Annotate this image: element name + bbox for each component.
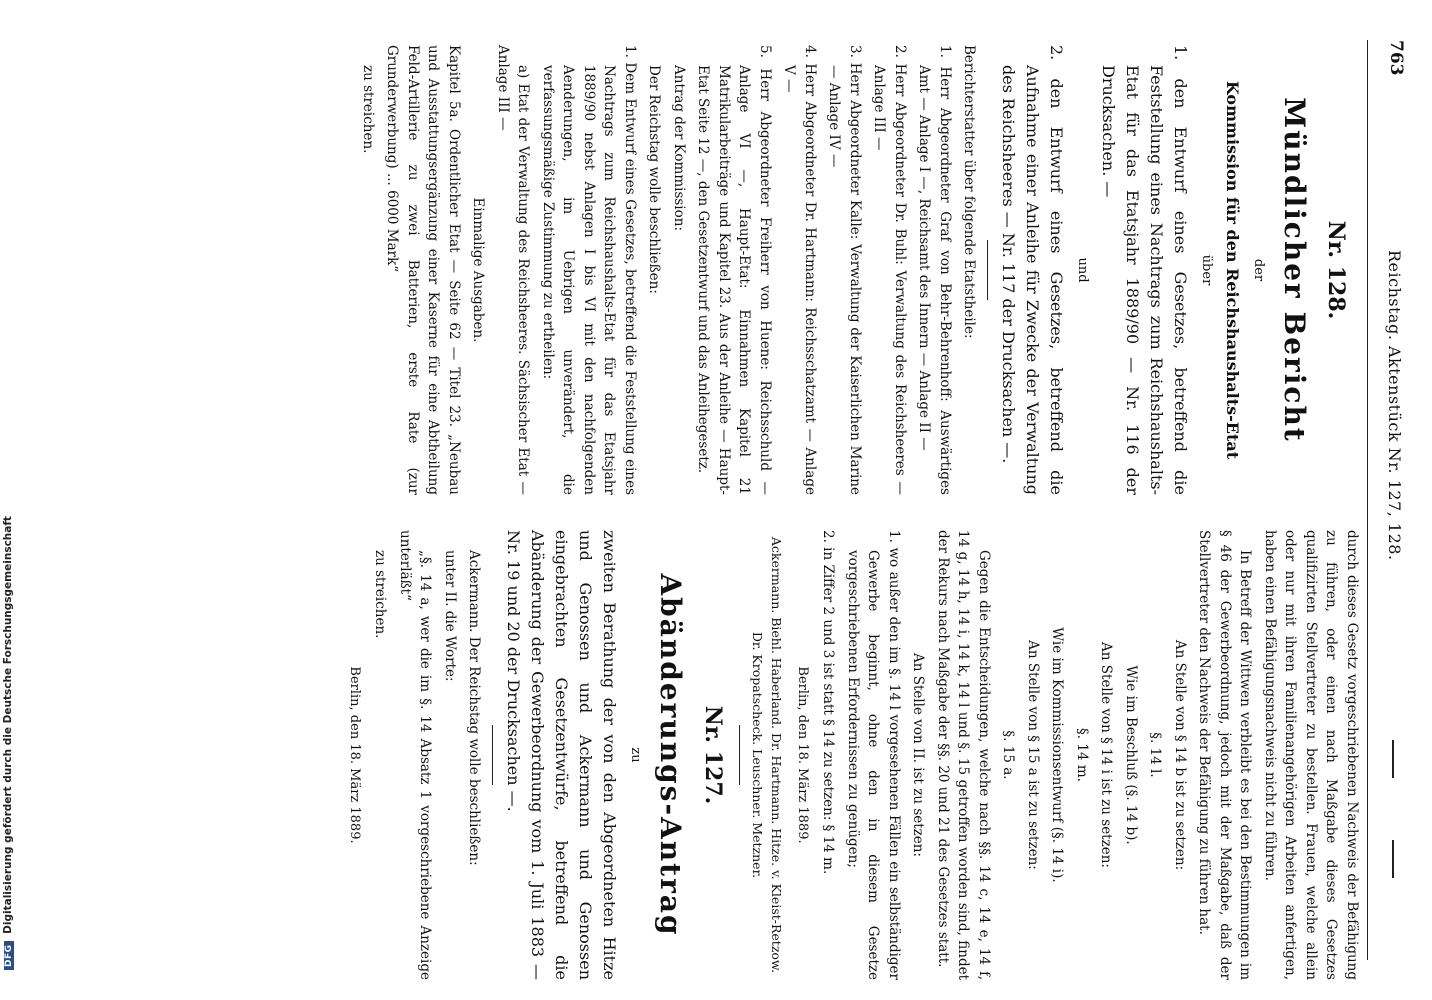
continuation-paragraph: In Betreff der Wittwen verbleibt es bei den Bestimmungen im § 46 der Gewerbeordnung, jedoch mit der Maßgabe, daß der Stellvertreter den Nachweis der Befähigung zu führen hat. (1196, 530, 1254, 980)
running-head (1376, 40, 1406, 960)
section-heading: §. 14 m. (1073, 728, 1090, 782)
header-rule-mark (1392, 740, 1394, 778)
rapporteur-item: 3. Herr Abgeordneter Kalle: Verwaltung der Kaiserlichen Marine — Anlage IV — (826, 45, 863, 495)
motion-resolve: Der Reichstag wolle beschließen: (646, 65, 663, 294)
text-und: und (1075, 257, 1091, 283)
column-nr-128 (353, 45, 1362, 495)
section-instruction: An Stelle von II. ist zu setzen: (910, 652, 927, 858)
document-title: Abänderungs-Antrag (654, 573, 688, 937)
section-instruction: Wie im Kommissionsentwurf (§. 14 i). (1049, 627, 1066, 883)
section-divider (739, 725, 740, 785)
header-rule-mark (1392, 840, 1394, 878)
section-heading: §. 14 l. (1147, 732, 1164, 778)
subject-item-1: 1. den Entwurf eines Gesetzes, betreffend die Feststellung eines Nachtrags zum Reichshaushalts-Etat für das Etatsjahr 1889/90 — Nr. 116 der Drucksachen. — (1099, 45, 1191, 495)
document-number: Nr. 127. (699, 705, 726, 805)
motion-heading: Antrag der Kommission: (670, 65, 687, 231)
section-paragraph: Gegen die Entscheidungen, welche nach §§. 14 c, 14 e, 14 f, 14 g, 14 h, 14 i, 14 k, 14 l und §. 15 getroffen worden sind, findet der Rekurs nach Maßgabe der §§. 20 und 21 des Gesetzes statt. (934, 530, 992, 980)
dfg-logo: DFG (4, 941, 14, 970)
column-nr-127 (338, 530, 1362, 980)
delete-instruction: zu streichen. (372, 550, 389, 639)
section-instruction: An Stelle von § 15 a ist zu setzen: (1024, 640, 1041, 870)
amendment-mover: Ackermann. Der Reichstag wolle beschließen: (466, 550, 483, 866)
motion-subitem-a: a) Etat der Verwaltung des Reichsheeres. Sächsischer Etat — Anlage III — (494, 45, 532, 495)
budget-chapter: Kapitel 5a. Ordentlicher Etat — Seite 62 — Titel 23. „Neubau und Ausstattungsergänzung einer Kaserne für eine Abtheilung Feld-Artillerie zu zwei Batterien, erste Rate (zur Grunderwerbung) ... 6000 Mark“ (384, 45, 462, 495)
text-der: der (1251, 258, 1267, 282)
rapporteur-item: 2. Herr Abgeordneter Dr. Buhl: Verwaltung des Reichsheeres — Anlage III — (871, 45, 908, 495)
rapporteur-item: 1. Herr Abgeordneter Graf von Behr-Behrenhoff: Auswärtiges Amt — Anlage I —, Reichsamt des Innern — Anlage II — (916, 45, 953, 495)
signatories: Ackermann. Biehl. Haberland. Dr. Hartmann. Hitze. v. Kleist-Retzow. Dr. Kropatscheck. Leuschner. Metzner. (749, 536, 784, 974)
commission-name: Kommission für den Reichshaushalts-Etat (1223, 80, 1243, 460)
credit-text: Digitalisierung gefördert durch die Deutsche Forschungsgemeinschaft (2, 516, 14, 934)
running-head-title: Reichstag. Aktenstück Nr. 127, 128. (1385, 250, 1404, 561)
digitization-credit (0, 516, 24, 1000)
amendment-subject: zweiten Berathung der von den Abgeordneten Hitze und Genossen und Ackermann und Genossen eingebrachten Gesetzentwürfe, betreffend die Abänderung der Gewerbeordnung vom 1. Juli 1883 — Nr. 19 und 20 der Drucksachen —. (504, 530, 620, 980)
section-instruction: An Stelle von § 14 b ist zu setzen: (1171, 639, 1188, 871)
section-list-item: 1. wo außer den im §. 14 l vorgesehenen Fällen ein selbständiger Gewerbe beginnt, ohne den in diesem Gesetze vorgeschriebenen Erfordernissen zu genügen; (844, 530, 902, 980)
section-instruction: An Stelle von § 14 i ist zu setzen: (1098, 642, 1115, 868)
section-divider (492, 725, 493, 785)
amendment-text: unter II. die Worte: (441, 550, 458, 682)
rapporteurs-intro: Berichterstatter über folgende Etatstheile: (961, 45, 978, 339)
document-title: Mündlicher Bericht (1277, 97, 1311, 443)
document-number: Nr. 128. (1323, 220, 1349, 320)
expense-heading: Einmalige Ausgaben. (470, 197, 487, 343)
rapporteur-item: 4. Herr Abgeordneter Dr. Hartmann: Reichsschatzamt — Anlage V — (781, 45, 818, 495)
continuation-paragraph: durch dieses Gesetz vorgeschriebenen Nachweis der Befähigung zu führen, oder einen nach Maßgabe dieses Gesetzes qualifizirten Stellvertreter zu bestellen. Frauen, welche allein oder nur mit ihren Familienangehörigen Arbeiten anfertigen, haben einen Befähigungsnachweis nicht zu führen. (1261, 530, 1360, 980)
section-heading: §. 15 a. (1000, 730, 1017, 780)
rapporteur-item: 5. Herr Abgeordneter Freiherr von Huene: Reichsschuld — Anlage VI —, Haupt-Etat: Einnahmen Kapitel 21 Matrikularbeiträge und Kapitel 23. Aus der Anleihe — Haupt-Etat Seite 12 —, den Gesetzentwurf und das Anleihegesetz. (695, 45, 773, 495)
subject-item-2: 2. den Entwurf eines Gesetzes, betreffend die Aufnahme einer Anleihe für Zwecke der Verwaltung des Reichsheeres — Nr. 117 der Drucksachen —. (999, 45, 1067, 495)
header-divider (1367, 40, 1368, 960)
date-line: Berlin, den 18. März 1889. (794, 666, 810, 844)
section-divider (987, 240, 988, 300)
section-instruction: Wie im Beschluß (§. 14 b). (1122, 665, 1139, 845)
amendment-quote: „§. 14 a, wer die im §. 14 Absatz 1 vorgeschriebene Anzeige unterläßt“ (396, 530, 434, 980)
section-list-item: 2. in Ziffer 2 und 3 ist statt § 14 zu setzen: § 14 m. (820, 530, 837, 875)
text-zu: zu (627, 747, 643, 763)
text-ueber: über (1198, 254, 1214, 286)
motion-item-1: 1. Dem Entwurf eines Gesetzes, betreffend die Feststellung eines Nachtrags zum Reichshaushalts-Etat für das Etatsjahr 1889/90 nebst Anlagen I bis VI mit den nachfolgenden Aenderungen, im Uebrigen unverändert, die verfassungsmäßige Zustimmung zu ertheilen: (539, 45, 638, 495)
date-line: Berlin, den 18. März 1889. (346, 666, 362, 844)
delete-instruction: zu streichen. (359, 65, 376, 154)
page-number: 763 (1386, 40, 1406, 76)
